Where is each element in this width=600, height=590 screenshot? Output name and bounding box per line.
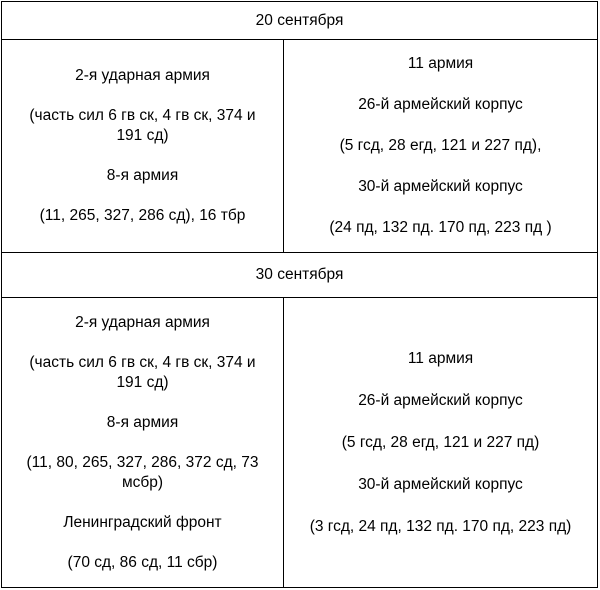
army-name: 11 армия	[407, 349, 474, 367]
german-forces-cell	[284, 40, 597, 252]
corps-name: 30-й армейский корпус	[358, 475, 523, 493]
forces-table	[1, 1, 598, 588]
forces-row-1	[2, 40, 597, 253]
corps-name: 26-й армейский корпус	[358, 96, 523, 113]
army-name: 2-я ударная армия	[75, 313, 210, 331]
corps-name: 30-й армейский корпус	[358, 178, 523, 195]
date-label: 30 сентября	[255, 266, 344, 283]
date-header-2	[2, 253, 597, 298]
army-units: (11, 265, 327, 286 сд), 16 тбр	[39, 207, 246, 224]
date-header-1	[2, 2, 597, 40]
army-name: 11 армия	[407, 55, 474, 72]
corps-units: (3 гсд, 24 пд, 132 пд. 170 пд, 223 пд)	[309, 517, 572, 535]
front-name: Ленинградский фронт	[63, 513, 222, 531]
corps-units: (5 гсд, 28 егд, 121 и 227 пд),	[339, 137, 542, 154]
front-units: (70 сд, 86 сд, 11 сбр)	[67, 553, 218, 571]
army-name: 8-я армия	[106, 413, 179, 431]
army-units: (часть сил 6 гв ск, 4 гв ск, 374 и 191 сд)	[29, 353, 256, 391]
corps-units: (5 гсд, 28 егд, 121 и 227 пд)	[341, 433, 540, 451]
soviet-forces-cell	[2, 40, 284, 252]
date-label: 20 сентября	[255, 11, 344, 29]
army-units: (11, 80, 265, 327, 286, 372 сд, 73 мсбр)	[26, 453, 259, 491]
corps-name: 26-й армейский корпус	[358, 391, 523, 409]
army-name: 8-я армия	[106, 167, 179, 184]
forces-row-2	[2, 298, 597, 587]
german-forces-cell	[284, 298, 597, 587]
corps-units: (24 пд, 132 пд. 170 пд, 223 пд )	[329, 219, 552, 236]
army-name: 2-я ударная армия	[75, 67, 210, 84]
soviet-forces-cell	[2, 298, 284, 587]
army-units: (часть сил 6 гв ск, 4 гв ск, 374 и 191 сд)	[29, 107, 256, 144]
